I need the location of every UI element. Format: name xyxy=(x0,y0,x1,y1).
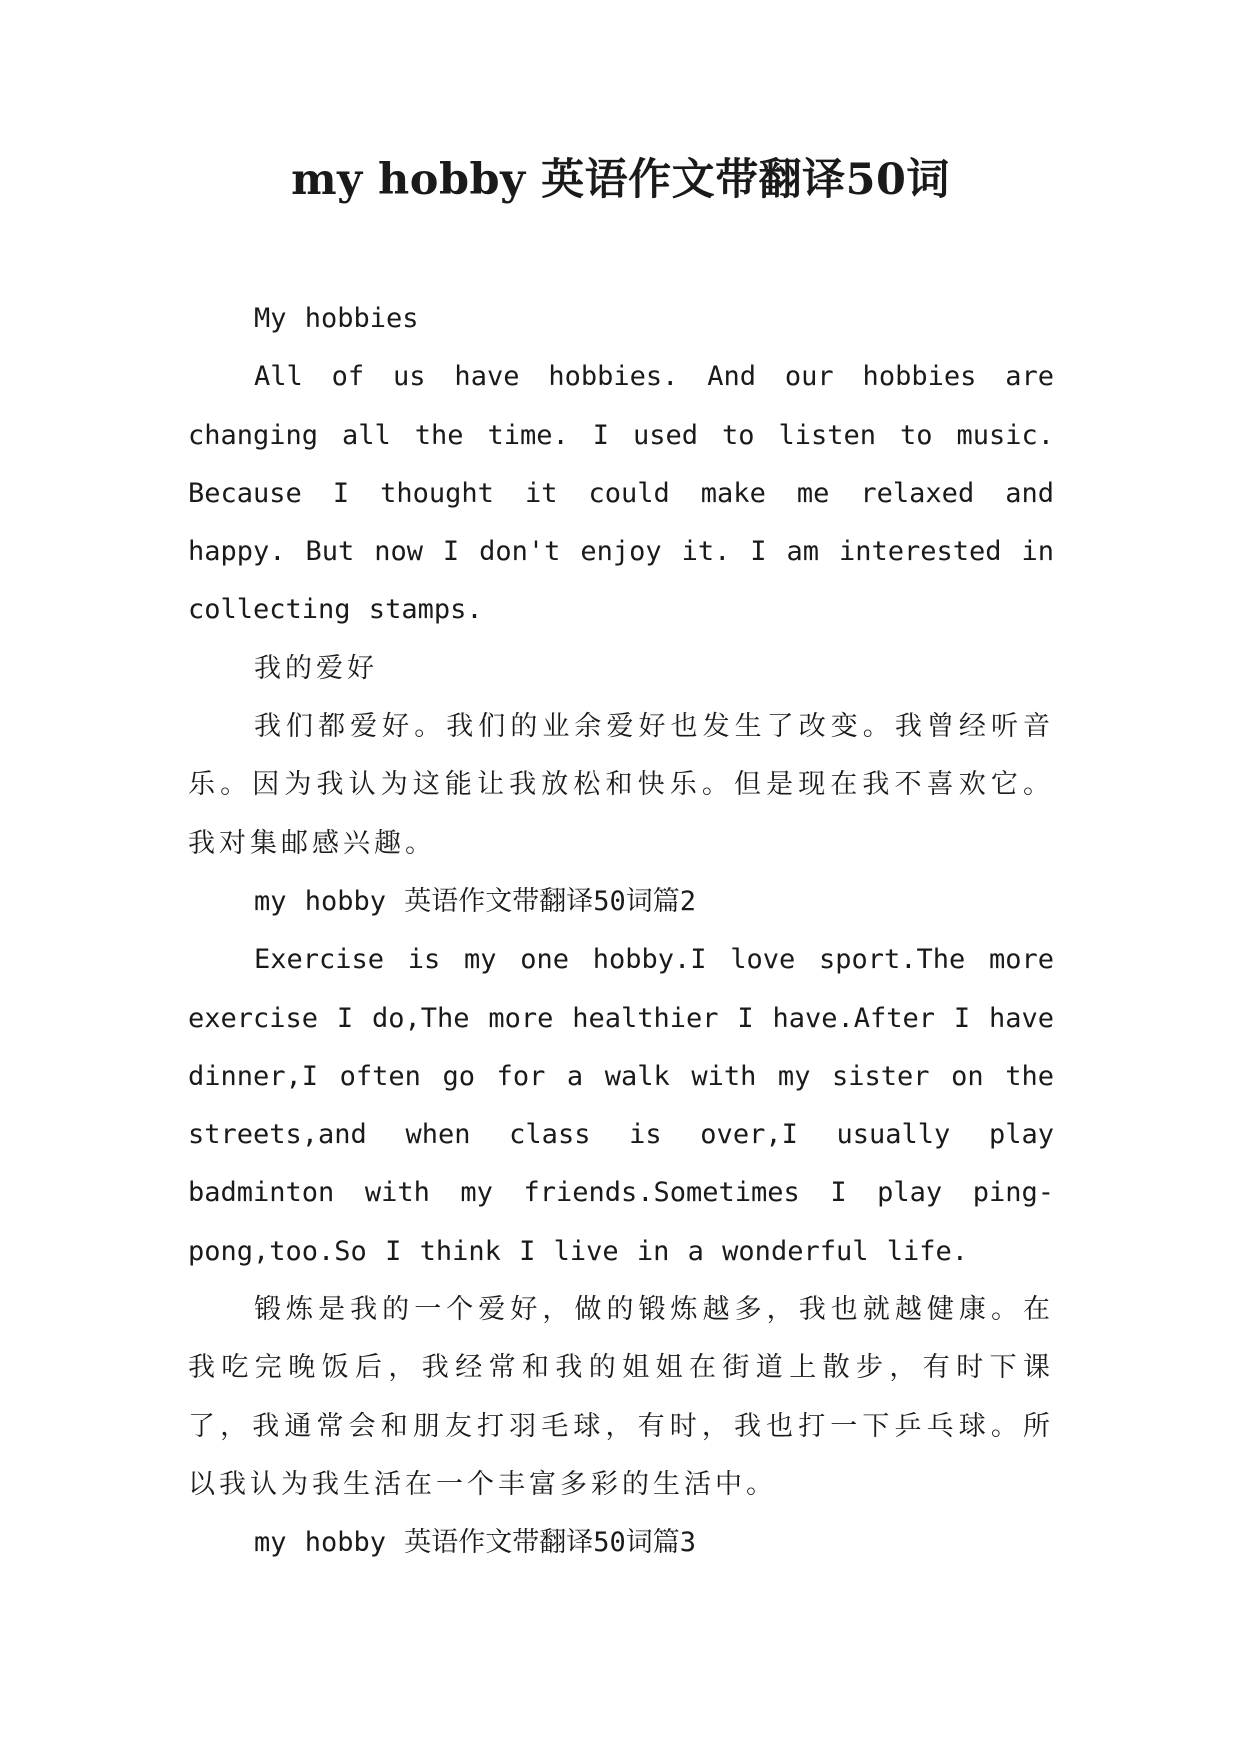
paragraph-chinese-translation-2: 锻炼是我的一个爱好，做的锻炼越多，我也就越健康。在我吃完晚饭后，我经常和我的姐姐在街道上散步，有时下课了，我通常会和朋友打羽毛球，有时，我也打一下乒乓球。所以我认为我生活在一个丰富多彩的生活中。 xyxy=(188,1294,1054,1500)
section-heading-2: my hobby 英语作文带翻译50词篇2 xyxy=(254,885,697,917)
paragraph-chinese-translation-1: 我们都爱好。我们的业余爱好也发生了改变。我曾经听音乐。因为我认为这能让我放松和快乐。但是现在我不喜欢它。我对集邮感兴趣。 xyxy=(188,711,1054,859)
paragraph-english-essay-1: All of us have hobbies. And our hobbies are changing all the time. I used to listen to music. Because I thought it could make me relaxed and happy. But now I don't enjoy it. I am interested in collecting stamps. xyxy=(188,361,1054,626)
paragraph-english-essay-2: Exercise is my one hobby.I love sport.The more exercise I do,The more healthier I have.After I have dinner,I often go for a walk with my sister on the streets,and when class is over,I usually play badminton with my friends.Sometimes I play ping-pong,too.So I think I live in a wonderful life. xyxy=(188,944,1054,1267)
document-body xyxy=(188,290,1054,1573)
section-heading-3: my hobby 英语作文带翻译50词篇3 xyxy=(254,1527,697,1559)
paragraph-heading-english: My hobbies xyxy=(254,303,419,334)
paragraph-heading-chinese: 我的爱好 xyxy=(254,652,378,684)
document-title: my hobby 英语作文带翻译50词 xyxy=(291,155,950,205)
